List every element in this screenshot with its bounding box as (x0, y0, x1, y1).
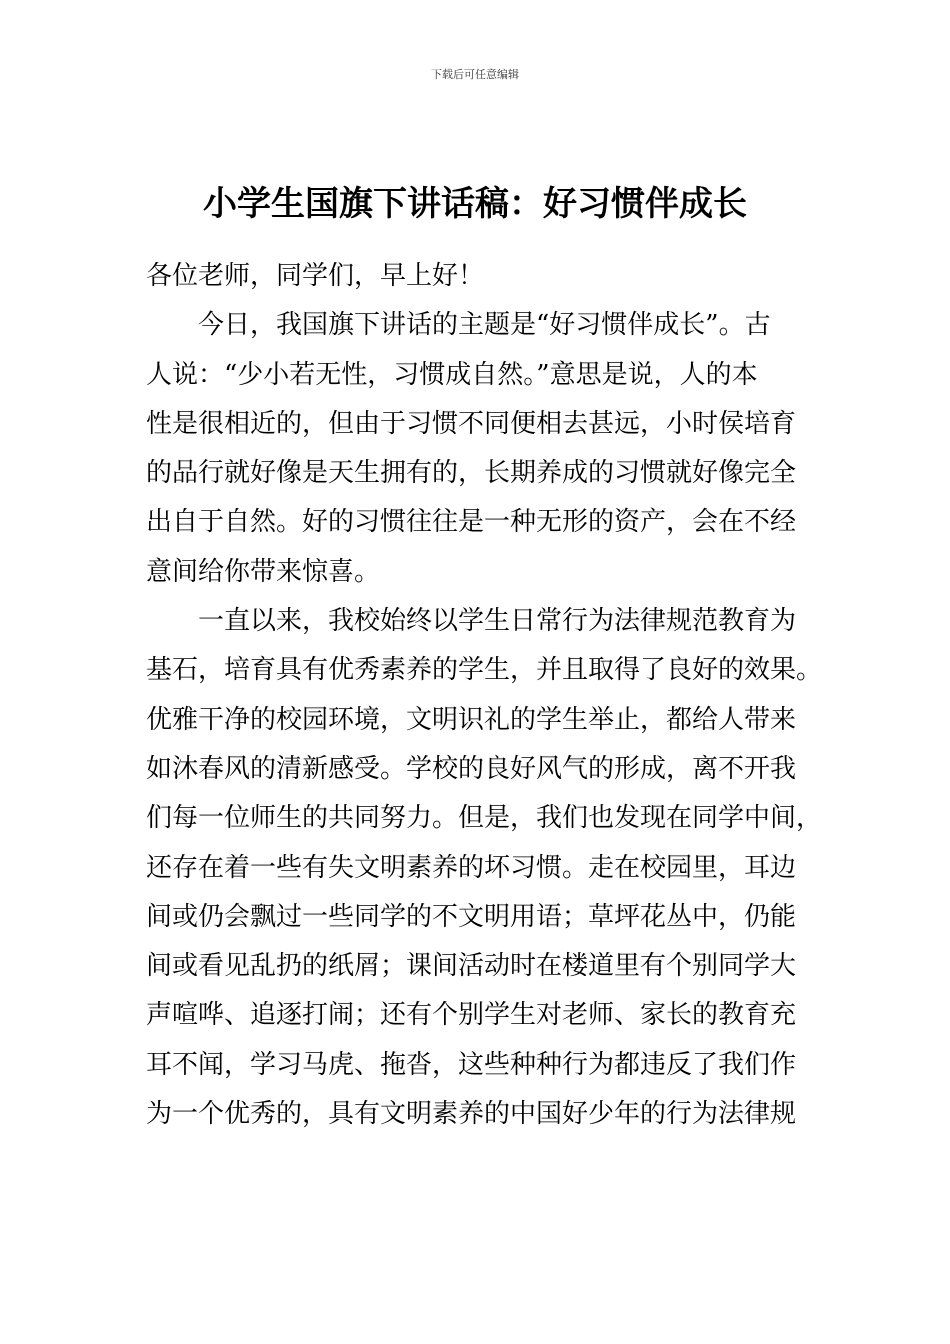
paragraph-1-line-3: 性是很相近的，但由于习惯不同便相去甚远，小时侯培育 (146, 408, 797, 439)
paragraph-2-line-9: 声喧哗、追逐打闹；还有个别学生对老师、家长的教育充 (146, 1000, 797, 1031)
paragraph-1-line-4: 的品行就好像是天生拥有的，长期养成的习惯就好像完全 (146, 458, 797, 489)
paragraph-1-line-2: 人说：“少小若无性，习惯成自然。”意思是说，人的本 (146, 359, 758, 390)
paragraph-2-line-11: 为一个优秀的，具有文明素养的中国好少年的行为法律规 (146, 1099, 797, 1130)
paragraph-2-line-3: 优雅干净的校园环境，文明识礼的学生举止，都给人带来 (146, 704, 797, 735)
paragraph-2-line-7: 间或仍会飘过一些同学的不文明用语；草坪花丛中，仍能 (146, 901, 797, 932)
paragraph-2-line-4: 如沐春风的清新感受。学校的良好风气的形成，离不开我 (146, 753, 797, 784)
document-body (146, 252, 823, 1139)
paragraph-2-line-1: 一直以来，我校始终以学生日常行为法律规范教育为 (198, 606, 797, 637)
paragraph-2-line-2: 基石，培育具有优秀素养的学生，并且取得了良好的效果。 (146, 655, 823, 686)
paragraph-2-line-8: 间或看见乱扔的纸屑；课间活动时在楼道里有个别同学大 (146, 951, 797, 982)
greeting-line: 各位老师，同学们，早上好！ (146, 261, 485, 291)
paragraph-1-line-6: 意间给你带来惊喜。 (146, 556, 381, 587)
paragraph-2-line-6: 还存在着一些有失文明素养的坏习惯。走在校园里，耳边 (146, 852, 797, 883)
header-note: 下载后可任意编辑 (431, 68, 519, 81)
document-title: 小学生国旗下讲话稿：好习惯伴成长 (203, 184, 747, 224)
paragraph-2-line-5: 们每一位师生的共同努力。但是，我们也发现在同学中间， (146, 803, 823, 834)
paragraph-1-line-5: 出自于自然。好的习惯往往是一种无形的资产，会在不经 (146, 507, 797, 538)
paragraph-2-line-10: 耳不闻，学习马虎、拖沓，这些种种行为都违反了我们作 (146, 1049, 797, 1080)
paragraph-1-line-1: 今日，我国旗下讲话的主题是“好习惯伴成长”。古 (198, 310, 771, 341)
